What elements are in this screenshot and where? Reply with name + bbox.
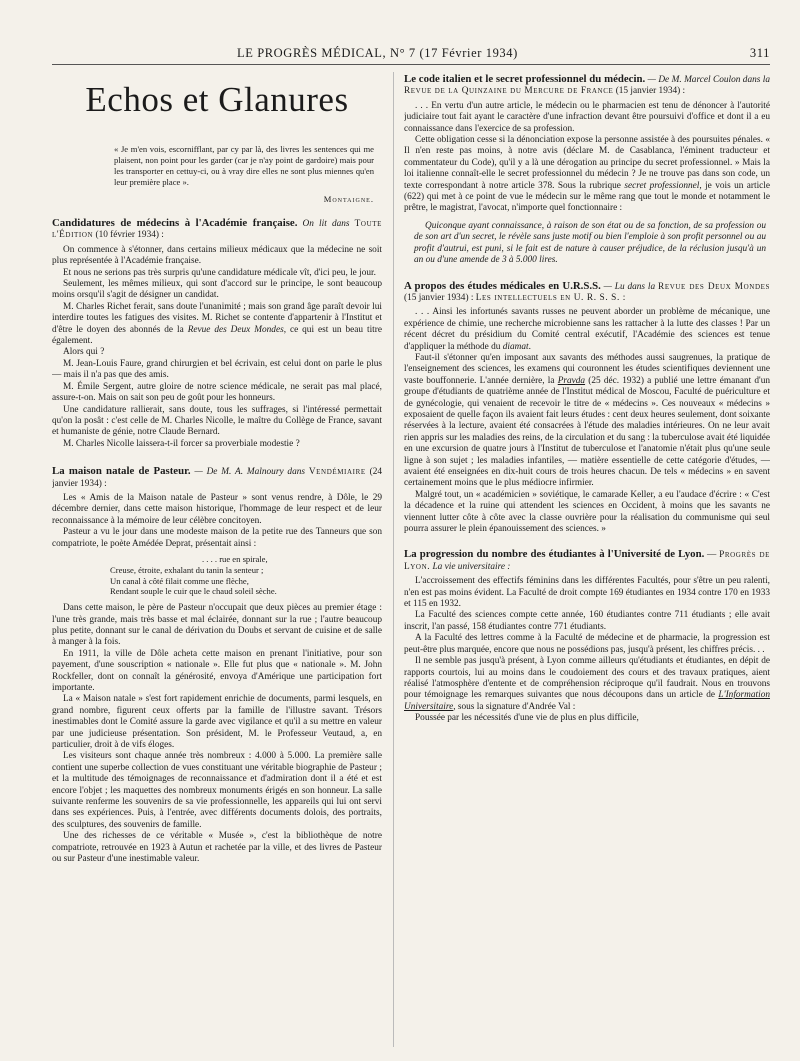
article-heading bbox=[404, 74, 770, 98]
paragraph: . . . En vertu d'un autre article, le médecin ou le pharmacien est tenu de dénoncer à l'autorité judiciaire tout fait ayant le caractère d'une infraction devant être poursuivi d'office et dont il a eu connaissance dans l'exercice de sa profession. bbox=[404, 100, 770, 134]
article-source: Vendémiaire bbox=[308, 467, 366, 478]
column-divider bbox=[393, 72, 394, 1047]
text-run: Cette obligation cesse si la dénonciation expose la personne assistée à des poursuites pénales. « Il n'en reste pas moins, à notre avis (déclare M. de Casablanca, l'éminent traducteur et commentateur du Code), qu'il y a là une dérogation au principe du secret professionnel. » Mais la loi italienne connaît-elle le secret professionnel du médecin ? Je ne trouve pas dans son code, un texte correspondant à notre article 378. Sous la rubrique bbox=[404, 135, 770, 191]
legal-quotation bbox=[414, 221, 766, 267]
paragraph: Les « Amis de la Maison natale de Pasteur » sont venus rendre, à Dôle, le 29 décembre dernier, dans cette maison historique, l'hommage de leur respect et de leur reconnaissance à la mémoire de leur célèbre concitoyen. bbox=[52, 492, 382, 526]
article-source: Revue de la Quinzaine du Mercure de France bbox=[404, 86, 614, 97]
article-date: (15 janvier 1934) : bbox=[404, 292, 474, 303]
paragraph: M. Émile Sergent, autre gloire de notre science médicale, ne serait pas mal placé, assure-t-on. Mais on sait son peu de goût pour les honneurs. bbox=[52, 381, 382, 404]
text-emphasis: diamat bbox=[502, 341, 529, 352]
article-heading bbox=[404, 281, 770, 305]
article-source: Revue des Deux Mondes bbox=[658, 281, 770, 292]
article-source: Toute l'Édition bbox=[52, 219, 382, 241]
article-source: Progrès de Lyon. bbox=[404, 550, 770, 572]
article-author: — De M. A. Malnoury dans bbox=[194, 467, 305, 478]
paragraph: On commence à s'étonner, dans certains milieux médicaux que la médecine ne soit plus représentée à l'Académie française. bbox=[52, 244, 382, 267]
text-run: . . . Ainsi les infortunés savants russes ne peuvent aborder un problème de mécanique, une expérience de chimie, une recherche microbienne sans les rattacher à la lutte des classes ! Par un récent décret du présidium du Comité central exécutif, l'Académie des sciences est tenue d'appliquer la méthode du bbox=[404, 307, 770, 352]
article-heading bbox=[52, 218, 382, 242]
text-run: M. Charles Richet ferait, sans doute l'unanimité ; mais son grand âge paraît devoir lui interdire toutes les fatigues des visites. M. Richet se contente d'appartenir à l'Institut et d'être le doyen des abonnés de la bbox=[52, 301, 382, 335]
paragraph bbox=[404, 307, 770, 353]
paragraph: Une candidature rallierait, sans doute, tous les suffrages, si l'intéressé permettait qu'on la posât : c'est celle de M. Charles Nicolle, le maître du Collège de France, savant et humaniste de génie, notre Claude Bernard. bbox=[52, 404, 382, 438]
article-title: La progression du nombre des étudiantes à l'Université de Lyon. bbox=[404, 548, 705, 561]
paragraph: La Faculté des sciences compte cette année, 160 étudiantes contre 711 étudiants ; elle avait inscrit, l'an passé, 158 étudiantes contre 771 étudiants. bbox=[404, 610, 770, 632]
paragraph bbox=[52, 302, 382, 348]
epigraph: « Je m'en vois, escornifflant, par cy par là, des livres les sentences qui me plaisent, non point pour les garder (car je n'ay point de gardoire) mais pour les transporter en cettuy-ci, ou à vray dire elles ne sont plus miennes qu'en leur première place ». bbox=[114, 144, 374, 187]
article-date: (10 février 1934) : bbox=[95, 230, 164, 241]
paragraph: A la Faculté des lettres comme à la Faculté de médecine et de pharmacie, la progression est peut-être plus marquée, encore que nous ne possédions pas, jusqu'à présent, les chiffres précis. . . bbox=[404, 633, 770, 655]
paragraph: Les visiteurs sont chaque année très nombreux : 4.000 à 5.000. La première salle contient une superbe collection de vues constituant une véritable biographie de Pasteur ; et la multitude des témoignages de reconnaissance et d'admiration dont il a été et est encore l'objet ; les maquettes des nombreux monuments érigés en son honneur. La salle suivante renferme les souvenirs de sa vie professionnelle, les appareils qui lui ont servi dans ses expériences. Puis, à l'entrée, avec différents documents dolois, des portraits, des sculptures, des souvenirs de famille. bbox=[52, 751, 382, 830]
text-run: , ce qui est un beau titre également. bbox=[52, 324, 382, 347]
paragraph bbox=[404, 353, 770, 490]
article-title: Le code italien et le secret professionnel du médecin. bbox=[404, 73, 646, 85]
text-run: . bbox=[528, 341, 531, 352]
paragraph bbox=[404, 135, 770, 215]
verse-quotation bbox=[110, 554, 382, 597]
text-run: , je vois un article (622) qui met à ce point de vue le médecin sur le même rang que tout le monde et notamment le prêtre, le magistrat, l'avocat, n'importe quel fonctionnaire : bbox=[404, 180, 770, 214]
text-emphasis: secret professionnel bbox=[624, 180, 700, 191]
article-dash: — bbox=[707, 550, 717, 561]
paragraph: Dans cette maison, le père de Pasteur n'occupait que deux pièces au premier étage : l'une très grande, mais très basse et mal éclairée, donnant sur la rue ; l'autre beaucoup plus petite, donnant sur le canal de dérivation du Doubs et servant de cuisine et de salle à manger à la fois. bbox=[52, 603, 382, 648]
paragraph: Pasteur a vu le jour dans une modeste maison de la petite rue des Tanneurs que son compatriote, le poète Amédée Deprat, présentait ainsi : bbox=[52, 527, 382, 549]
article-heading bbox=[404, 549, 770, 573]
journal-title: L'Information Universitaire bbox=[404, 690, 770, 712]
page-number: 311 bbox=[749, 46, 770, 60]
paragraph: M. Jean-Louis Faure, grand chirurgien et bel écrivain, est celui dont on parle le plus — mais il n'a pas que des amis. bbox=[52, 358, 382, 381]
header-rule bbox=[52, 64, 770, 65]
running-head: LE PROGRÈS MÉDICAL, N° 7 (17 Février 1934) bbox=[237, 46, 518, 60]
article-rubric: La vie universitaire : bbox=[432, 561, 511, 572]
text-run: Faut-il s'étonner qu'en imposant aux savants des méthodes aussi saugrenues, la pratique de l'enseignement des sciences, les examens qui couronnent les études scientifiques deviennent une vaste bouffonnerie. L'année dernière, la bbox=[404, 352, 770, 386]
verse-line: Un canal à côté filait comme une flèche, bbox=[110, 575, 249, 586]
paragraph: Une des richesses de ce véritable « Musée », c'est la bibliothèque de notre compatriote, retrouvée en 1923 à Autun et rachetée par la ville, et des livres de Pasteur ou sur Pasteur d'une inestimable valeur. bbox=[52, 831, 382, 865]
journal-title: Revue des Deux Mondes bbox=[187, 324, 284, 335]
paragraph: La « Maison natale » s'est fort rapidement enrichie de documents, parmi lesquels, en grand nombre, figurent ceux offerts par la famille de l'illustre savant. Trésors inestimables dont le Comité assure la garde avec vigilance et qu'il a su mettre en valeur par une judicieuse présentation. Son président, M. le Professeur Veutaud, a, en particulier, droit à de vifs éloges. bbox=[52, 694, 382, 751]
newspaper-title: Pravda bbox=[557, 375, 586, 386]
paragraph: Poussée par les nécessités d'une vie de plus en plus difficile, bbox=[415, 713, 639, 724]
article-author: — De M. Marcel Coulon dans la bbox=[647, 75, 770, 85]
article-author: — Lu dans la bbox=[603, 281, 656, 292]
verse-line: . . . . rue en spirale, bbox=[202, 553, 268, 564]
paragraph: L'accroissement des effectifs féminins dans les différentes Facultés, pour s'être un peu ralenti, n'en est pas moins évident. La Faculté de droit compte 169 étudiantes en 1934 contre 170 en 1933 et 115 en 1932. bbox=[404, 576, 770, 610]
verse-line: Rendant souple le cuir que le chaud soleil sèche. bbox=[110, 586, 277, 597]
right-column bbox=[404, 70, 770, 1055]
paragraph: En 1911, la ville de Dôle acheta cette maison en prenant l'initiative, pour son payement, d'une souscription « nationale ». Elle fut plus que « nationale ». M. John Rockfeller, dont on connaît la générosité, envoya d'Amérique une participation fort importante. bbox=[52, 648, 382, 693]
paragraph: Et nous ne serions pas très surpris qu'une candidature médicale vît, d'ici peu, le jour. bbox=[63, 267, 376, 278]
paragraph: Malgré tout, un « académicien » soviétique, le camarade Keller, a eu l'audace d'écrire : « C'est la décadence et la ruine qui attendent les sciences en Occident, à moins que les savants ne viennent lutter côte à côte avec la classe ouvrière pour la réalisation du communisme qui seul pourra assurer le plein épanouissement des sciences. » bbox=[404, 489, 770, 535]
left-column bbox=[52, 70, 382, 1055]
article-subsource: Les intellectuels en U. R. S. S. : bbox=[475, 292, 626, 303]
article-title: A propos des études médicales en U.R.S.S. bbox=[404, 279, 601, 292]
article-title: La maison natale de Pasteur. bbox=[52, 465, 191, 478]
text-run: Il ne semble pas jusqu'à présent, à Lyon comme ailleurs qu'étudiants et étudiantes, en dépit de rapports courtois, lui au moins dans le coudoiement des cours et des travaux pratiques, aient réalisé l'atmosphère d'entente et de compréhension réciproque qu'il faudrait. Nous en trouvons pour témoignage les remarques suivantes que nous découpons dans un article de bbox=[404, 656, 770, 701]
article-title: Candidatures de médecins à l'Académie française. bbox=[52, 217, 298, 229]
section-masthead: Echos et Glanures bbox=[85, 80, 349, 119]
article-date: (24 janvier 1934) : bbox=[52, 467, 382, 489]
text-run: , sous la signature d'Andrée Val : bbox=[453, 701, 576, 712]
paragraph bbox=[404, 656, 770, 713]
quotation-text: Quiconque ayant connaissance, à raison de son état ou de sa fonction, de sa profession ou de son art d'un secret, le révèle sans juste motif ou bien l'emploie à son profit personnel ou au profit d'autrui, est puni, si le fait est de nature à causer préjudice, de la réclusion jusqu'à un an ou d'une amende de 3 à 5.000 lires. bbox=[414, 220, 766, 266]
paragraph: Alors qui ? bbox=[63, 347, 105, 358]
text-run: (25 déc. 1932) a publié une lettre émanant d'un groupe d'étudiants de quatrième année de l'Institut médical de Moscou, Faculté de puériculture et de gynécologie, qui venaient de recevoir le titre de « médecins ». Ces nouveaux « médecins » exposaient de quelle façon ils avaient fait leurs études : cent deux heures seulement, dont soixante réservées à la lecture, avaient été consacrées à l'étude des maladies intérieures. On ne leur avait rien appris sur les maladies des reins, de la circulation et du sang : la tuberculose avait été liquidée en une excursion de quatre jours à l'Institut de tuberculose et l'anatomie n'était plus qu'une seule ligne à son sujet ; les maladies infantiles, — matière essentielle de cette catégorie d'études, — avaient été enseignées en dix-huit cours de trois heures chacun. De tels « médecins » en savent certainement moins que le plus médiocre infirmier. bbox=[404, 375, 770, 489]
page-header bbox=[52, 46, 770, 62]
epigraph-author: Montaigne. bbox=[323, 194, 374, 204]
paragraph: M. Charles Nicolle laissera-t-il forcer sa proverbiale modestie ? bbox=[63, 438, 300, 449]
article-heading bbox=[52, 466, 382, 490]
article-date: (15 janvier 1934) : bbox=[615, 86, 686, 97]
article-source-intro: On lit dans bbox=[302, 219, 350, 229]
verse-line: Creuse, étroite, exhalant du tanin la senteur ; bbox=[110, 564, 264, 575]
paragraph: Seulement, les mêmes milieux, qui sont d'accord sur le principe, le sont beaucoup moins orsqu'il s'agit de désigner un candidat. bbox=[52, 279, 382, 301]
